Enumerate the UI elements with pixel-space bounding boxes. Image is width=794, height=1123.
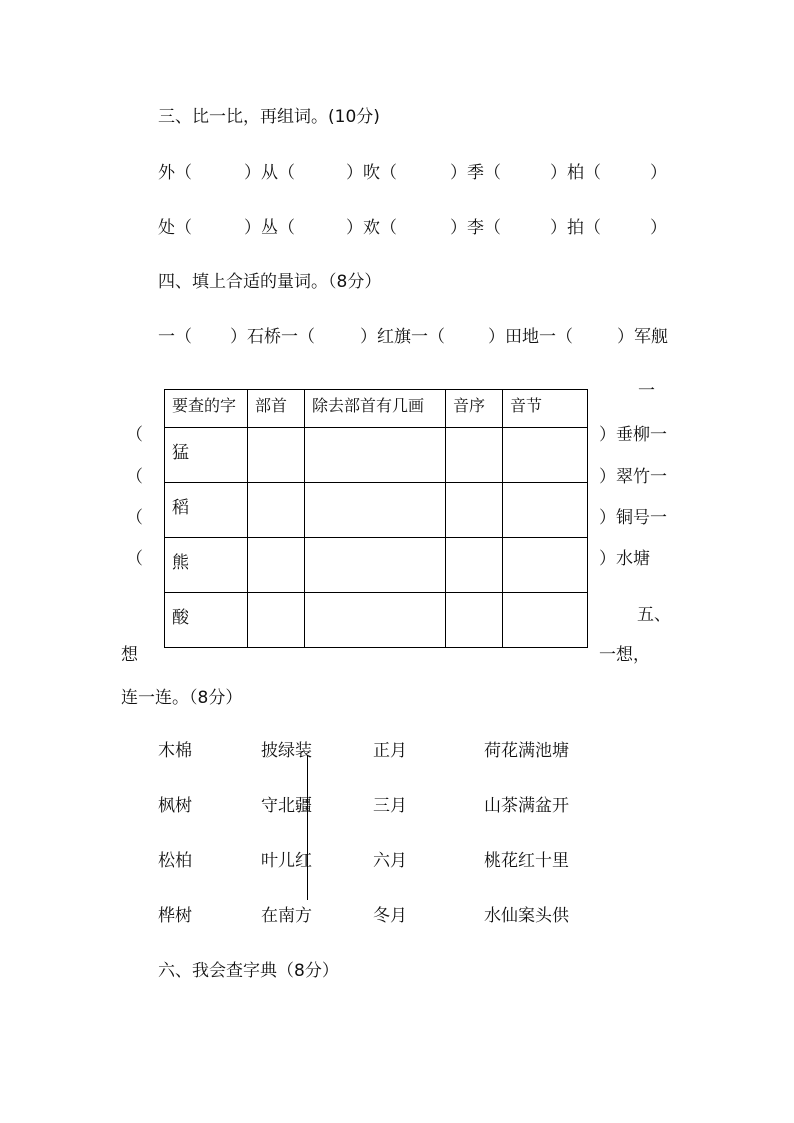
match-item[interactable]: 桃花红十里 [484, 851, 569, 871]
syllable-input-cell[interactable] [503, 593, 588, 648]
match-item[interactable]: 冬月 [373, 906, 407, 926]
table-header-cell: 除去部首有几画 [305, 390, 446, 428]
table-header-cell: 要查的字 [165, 390, 248, 428]
row2-item: ）拍（ [550, 218, 601, 238]
table-row [165, 593, 588, 648]
connector-line [307, 755, 308, 900]
table-row [165, 428, 588, 483]
row1-item: ）从（ [244, 163, 295, 183]
initial-input-cell[interactable] [446, 483, 503, 538]
match-item[interactable]: 披绿装 [261, 741, 312, 761]
row2-item: ）李（ [450, 218, 501, 238]
left-paren: （ [126, 508, 143, 528]
measure-right-item: ）铜号一 [599, 508, 667, 528]
match-item[interactable]: 守北疆 [261, 796, 312, 816]
measure-right-item: ）垂柳一 [599, 425, 667, 445]
dictionary-table [164, 389, 588, 648]
table-header-row [165, 390, 588, 428]
initial-input-cell[interactable] [446, 593, 503, 648]
radical-input-cell[interactable] [248, 593, 305, 648]
row1-item: ） [650, 163, 667, 183]
row1-item: 外（ [158, 163, 192, 183]
section5-title-part: 想 [121, 645, 138, 665]
match-item[interactable]: 正月 [373, 741, 407, 761]
row2-item: 处（ [158, 218, 192, 238]
match-item[interactable]: 六月 [373, 851, 407, 871]
match-item[interactable]: 三月 [373, 796, 407, 816]
match-item[interactable]: 松柏 [158, 851, 192, 871]
match-item[interactable]: 枫树 [158, 796, 192, 816]
section5-title-part: 一想， [599, 645, 650, 665]
row1-item: ）柏（ [550, 163, 601, 183]
strokes-input-cell[interactable] [305, 593, 446, 648]
radical-input-cell[interactable] [248, 428, 305, 483]
section5-title-part: 连一连。（8分） [121, 688, 243, 708]
lookup-char-cell: 酸 [165, 593, 248, 648]
row1-item: ）季（ [450, 163, 501, 183]
left-paren: （ [126, 425, 143, 445]
radical-input-cell[interactable] [248, 538, 305, 593]
match-item[interactable]: 桦树 [158, 906, 192, 926]
row2-item: ）欢（ [346, 218, 397, 238]
strokes-input-cell[interactable] [305, 538, 446, 593]
measure-item: 一（ [158, 327, 192, 347]
strokes-input-cell[interactable] [305, 428, 446, 483]
strokes-input-cell[interactable] [305, 483, 446, 538]
row2-item: ）丛（ [244, 218, 295, 238]
measure-item: ）军舰 [617, 327, 668, 347]
lookup-char-cell: 熊 [165, 538, 248, 593]
initial-input-cell[interactable] [446, 428, 503, 483]
radical-input-cell[interactable] [248, 483, 305, 538]
measure-item: ）石桥一（ [230, 327, 315, 347]
left-paren: （ [126, 549, 143, 569]
syllable-input-cell[interactable] [503, 538, 588, 593]
match-item[interactable]: 叶儿红 [261, 851, 312, 871]
section4-title: 四、填上合适的量词。（8分） [158, 272, 382, 292]
table-row [165, 483, 588, 538]
section5-title-part: 五、 [637, 605, 671, 625]
table-row [165, 538, 588, 593]
match-item[interactable]: 荷花满池塘 [484, 741, 569, 761]
table-header-cell: 音节 [503, 390, 588, 428]
match-item[interactable]: 木棉 [158, 741, 192, 761]
table-header-cell: 音序 [446, 390, 503, 428]
match-item[interactable]: 水仙案头供 [484, 906, 569, 926]
left-paren: （ [126, 467, 143, 487]
match-item[interactable]: 山茶满盆开 [484, 796, 569, 816]
table-header-cell: 部首 [248, 390, 305, 428]
measure-continuation: 一 [638, 381, 655, 401]
row2-item: ） [650, 218, 667, 238]
row1-item: ）吹（ [346, 163, 397, 183]
lookup-char-cell: 猛 [165, 428, 248, 483]
initial-input-cell[interactable] [446, 538, 503, 593]
section6-title: 六、我会查字典（8分） [158, 961, 339, 981]
measure-item: ）田地一（ [488, 327, 573, 347]
lookup-char-cell: 稻 [165, 483, 248, 538]
measure-item: ）红旗一（ [360, 327, 445, 347]
match-item[interactable]: 在南方 [261, 906, 312, 926]
syllable-input-cell[interactable] [503, 428, 588, 483]
syllable-input-cell[interactable] [503, 483, 588, 538]
measure-right-item: ）翠竹一 [599, 467, 667, 487]
measure-right-item: ）水塘 [599, 549, 650, 569]
section3-title: 三、比一比，再组词。(10分) [158, 107, 380, 127]
